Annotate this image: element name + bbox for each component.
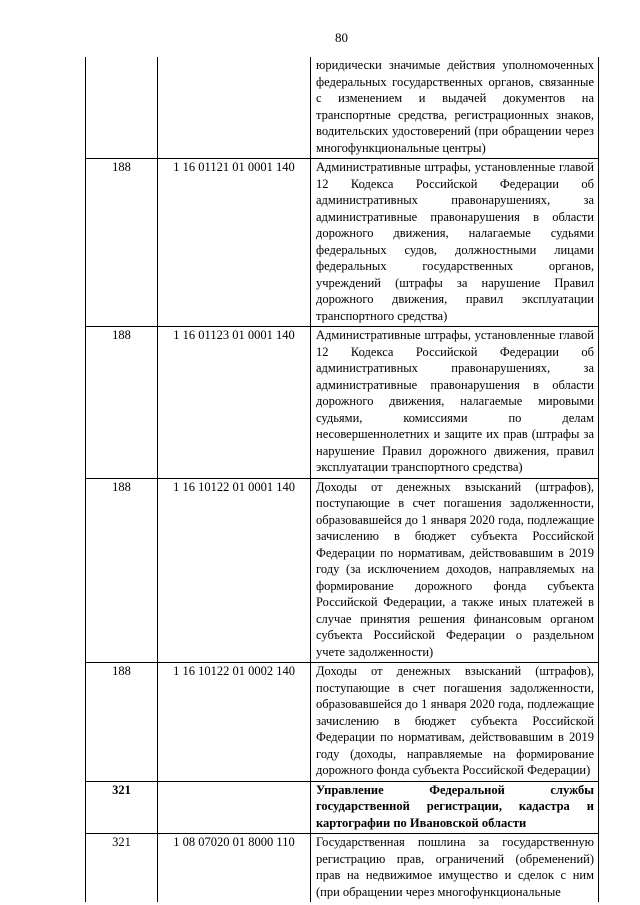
table-row [86,663,599,782]
description-cell: Доходы от денежных взысканий (штрафов), поступающие в счет погашения задолженности, образовавшейся до 1 января 2020 года, подлежащие зачислению в бюджет субъекта Российской Федерации по нормативам, действовавшим в 2019 году (за исключением доходов, направляемых на формирование дорожного фонда субъекта Российской Федерации, а также иных платежей в случае принятия решения финансовым органом субъекта Российской Федерации о раздельном учете задолженности) [311,478,599,663]
kbk-code-cell [158,781,311,834]
admin-code-cell: 188 [86,159,158,327]
table-body [86,57,599,902]
table-row [86,57,599,159]
table-row [86,781,599,834]
description-cell: юридически значимые действия уполномоченных федеральных государственных органов, связанные с изменением и выдачей документов на транспортные средства, регистрационных знаков, водительских удостоверений (при обращении через многофункциональные центры) [311,57,599,159]
description-cell: Административные штрафы, установленные главой 12 Кодекса Российской Федерации об административных правонарушениях, за административные правонарушения в области дорожного движения, налагаемые судьями федеральных судов, должностными лицами федеральных государственных органов, учреждений (штрафы за нарушение Правил дорожного движения, правил эксплуатации транспортного средства) [311,159,599,327]
admin-code-cell: 321 [86,834,158,903]
table-row [86,478,599,663]
admin-code-cell [86,57,158,159]
kbk-code-cell: 1 16 01123 01 0001 140 [158,327,311,479]
kbk-code-cell: 1 08 07020 01 8000 110 [158,834,311,903]
description-cell: Административные штрафы, установленные главой 12 Кодекса Российской Федерации об административных правонарушениях, за административные правонарушения в области дорожного движения, налагаемые мировыми судьями, комиссиями по делам несовершеннолетних и защите их прав (штрафы за нарушение Правил дорожного движения, правил эксплуатации транспортного средства) [311,327,599,479]
table-row [86,834,599,903]
kbk-code-cell: 1 16 10122 01 0002 140 [158,663,311,782]
admin-code-cell: 321 [86,781,158,834]
admin-code-cell: 188 [86,327,158,479]
kbk-code-cell: 1 16 10122 01 0001 140 [158,478,311,663]
budget-codes-table [85,57,599,902]
table-row [86,159,599,327]
table-row [86,327,599,479]
admin-code-cell: 188 [86,663,158,782]
kbk-code-cell: 1 16 01121 01 0001 140 [158,159,311,327]
description-cell: Доходы от денежных взысканий (штрафов), поступающие в счет погашения задолженности, образовавшейся до 1 января 2020 года, подлежащие зачислению в бюджет субъекта Российской Федерации по нормативам, действовавшим в 2019 году (доходы, направляемые на формирование дорожного фонда субъекта Российской Федерации) [311,663,599,782]
description-cell: Управление Федеральной службы государственной регистрации, кадастра и картографии по Ивановской области [311,781,599,834]
kbk-code-cell [158,57,311,159]
admin-code-cell: 188 [86,478,158,663]
page-number: 80 [335,30,348,45]
description-cell: Государственная пошлина за государственную регистрацию прав, ограничений (обременений) прав на недвижимое имущество и сделок с ним (при обращении через многофункциональные [311,834,599,903]
